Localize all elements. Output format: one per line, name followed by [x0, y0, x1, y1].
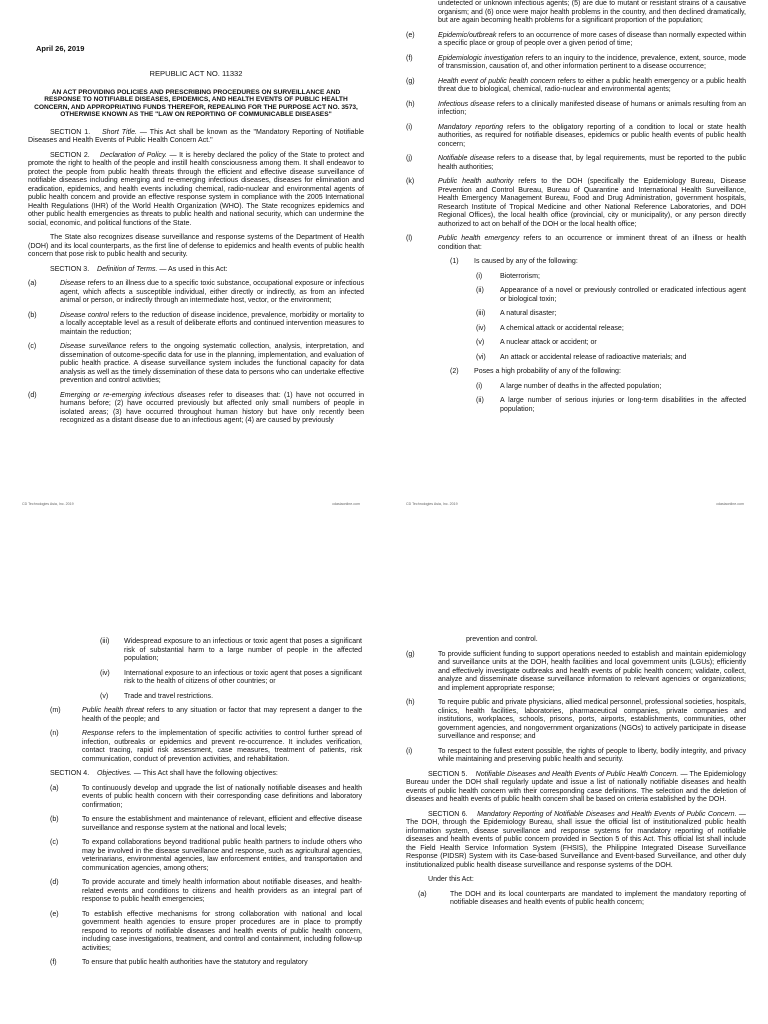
- definition-d: (d) Emerging or re-emerging infectious diseases refer to diseases that: (1) have not occurred in humans before; (2) have occurred previously but affected only small numbers of people in isolated areas; (3) have occurred throughout human history but have only recently been recognized as a distant disease due to an infectious agent; (4) are caused by previously: [28, 391, 364, 425]
- objective-e: (e) To establish effective mechanisms for strong collaboration with national and local government health agencies to ensure proper procedures are in place to promptly respond to reports of notifiable diseases and health events of public health concern, including case investigations, treatment, and control and containment, including follow-up activities;: [50, 910, 362, 952]
- definition-a: (a) Disease refers to an illness due to a specific toxic substance, occupational exposure or infectious agent, which affects a susceptible individual, either directly or indirectly, as from an infected animal or person, or indirectly through an intermediate host, vector, or the environment;: [28, 280, 364, 305]
- definition-b: (b) Disease control refers to the reduction of disease incidence, prevalence, morbidity or mortality to a locally acceptable level as a result of deliberate efforts and continued intervention measures to maintain the reduction;: [28, 311, 364, 336]
- objective-f: (f) To ensure that public health authorities have the statutory and regulatory: [50, 959, 308, 966]
- definition-l-2-iii: (iii) Widespread exposure to an infectious or toxic agent that poses a significant risk of substantial harm to a large number of people in the affected population;: [100, 638, 362, 662]
- section-2: SECTION 2. Declaration of Policy. — It is hereby declared the policy of the State to protect and promote the right to health of the people and instill health consciousness among them. It shall endeavor to protect the people from public health threats through the efficient and effective disease surveillance of notifiable diseases including emerging and re-emerging infectious diseases, diseases for elimination and eradication, epidemics, and health events including chemical, radio-nuclear and environmental agents of public health concern and provide an effective response system in compliance with the 2005 International Health Regulations (IHR) of the World Health Organization (WHO). The State recognizes epidemics and other public health emergencies as threats to public health and national security, which can undermine the social, economic, and political functions of the State.: [28, 151, 364, 227]
- definition-l-2-i: (i) A large number of deaths in the affected population;: [476, 382, 662, 390]
- definition-l-1-i: (i) Bioterrorism;: [476, 272, 540, 280]
- page-4: [384, 512, 768, 1024]
- definition-l-2-iv: (iv) International exposure to an infectious or toxic agent that poses a significant risk to the health of citizens of other countries; or: [100, 669, 362, 685]
- definition-l-1-iv: (iv) A chemical attack or accidental release;: [476, 324, 624, 332]
- objective-i: (i) To respect to the fullest extent possible, the rights of people to liberty, bodily integrity, and privacy while maintaining and preserving public health and security.: [406, 747, 746, 763]
- definition-g: (g) Health event of public health concern refers to either a public health emergency or a public health threat due to biological, chemical, radio-nuclear and environmental agents;: [406, 77, 746, 93]
- act-title: AN ACT PROVIDING POLICIES AND PRESCRIBING PROCEDURES ON SURVEILLANCE AND RESPONSE TO NOTIFIABLE DISEASES, EPIDEMICS, AND HEALTH EVENTS OF PUBLIC HEALTH CONCERN, AND APPROPRIATING FUNDS THEREFOR, REPEALING FOR THE PURPOSE ACT NO. 3573, OTHERWISE KNOWN AS THE "LAW ON REPORTING OF COMMUNICABLE DISEASES": [34, 88, 358, 119]
- objective-c: (c) To expand collaborations beyond traditional public health partners to include others who may be involved in the disease surveillance and response, such as agricultural agencies, veterinarians, environmental agencies, law enforcement entities, and transportation and communication agencies, among others;: [50, 839, 362, 872]
- page-2: [384, 0, 768, 512]
- definition-d-continued: undetected or unknown infectious agents; (5) are due to mutant or resistant strains of a causative organism; and (6) once were major health problems in the country, and then declined dramatically, but are again becoming health problems for a significant proportion of the population;: [438, 0, 746, 24]
- definition-n: (n) Response refers to the implementation of specific activities to control further spread of infection, outbreaks or epidemics and prevent re-occurrence. It includes verification, contact tracing, rapid risk assessment, case measures, treatment of patients, risk communication, conduct of prevention activities, and rehabilitation.: [50, 730, 362, 763]
- section-5: SECTION 5. Notifiable Diseases and Health Events of Public Health Concern. — The Epidemiology Bureau under the DOH shall regularly update and issue a list of nationally notifiable diseases and health events of public health concern with their corresponding case definitions. The selection and the deletion of diseases and health events of public health concern shall be based on criteria established by the DOH.: [406, 770, 746, 803]
- section-2-para-2: The State also recognizes disease surveillance and response systems of the Department of Health (DOH) and its local counterparts, as the first line of defense to epidemics and health events of public health concern that pose risk to public health and security.: [28, 234, 364, 259]
- definition-m: (m) Public health threat refers to any situation or factor that may represent a danger to the health of the people; and: [50, 707, 362, 723]
- section-3: SECTION 3. Definition of Terms. — As used in this Act:: [50, 265, 228, 273]
- page-1: [0, 0, 384, 512]
- definition-l-1-vi: (vi) An attack or accidental release of radioactive materials; and: [476, 353, 687, 361]
- definition-h: (h) Infectious disease refers to a clinically manifested disease of humans or animals resulting from an infection;: [406, 100, 746, 116]
- definition-l-1-ii: (ii) Appearance of a novel or previously controlled or eradicated infectious agent or biological toxin;: [476, 287, 746, 303]
- act-number: REPUBLIC ACT NO. 11332: [149, 69, 243, 78]
- footer-website: cdasiaonline.com: [716, 502, 744, 506]
- mandate-a: (a) The DOH and its local counterparts are mandated to implement the mandatory reporting of notifiable diseases and health events of public health concern;: [418, 890, 746, 906]
- definition-l-1: (1) Is caused by any of the following:: [450, 258, 578, 265]
- definition-l: (l) Public health emergency refers to an occurrence or imminent threat of an illness or health condition that:: [406, 235, 746, 251]
- objective-a: (a) To continuously develop and upgrade the list of nationally notifiable diseases and health events of public health concern with their corresponding case definitions and laboratory confirmation;: [50, 784, 362, 809]
- section-4: SECTION 4. Objectives. — This Act shall have the following objectives:: [50, 770, 278, 777]
- page-1-text: [28, 44, 364, 432]
- definition-l-1-iii: (iii) A natural disaster;: [476, 310, 557, 317]
- footer-publisher: CD Technologies Asia, Inc. 2019: [406, 502, 458, 506]
- page-4-text: [406, 636, 746, 914]
- footer-publisher: CD Technologies Asia, Inc. 2019: [22, 502, 74, 506]
- objective-h: (h) To require public and private physicians, allied medical personnel, professional societies, hospitals, clinics, health facilities, laboratories, pharmaceutical companies, private companies and institutions, workplaces, schools, prisons, ports, airports, establishments, communities, other government agencies, and nongovernment organizations (NGOs) to actively participate in disease surveillance and response; and: [406, 699, 746, 740]
- definition-j: (j) Notifiable disease refers to a disease that, by legal requirements, must be reported to the public health authorities;: [406, 155, 746, 171]
- definition-l-2: (2) Poses a high probability of any of the following:: [450, 368, 621, 375]
- page-2-text: [406, 0, 746, 420]
- definition-l-1-v: (v) A nuclear attack or accident; or: [476, 339, 597, 346]
- definition-i: (i) Mandatory reporting refers to the obligatory reporting of a condition to local or state health authorities, as required for notifiable diseases, epidemics or public health events of public health concern;: [406, 123, 746, 148]
- footer-website: cdasiaonline.com: [332, 502, 360, 506]
- definition-c: (c) Disease surveillance refers to the ongoing systematic collection, analysis, interpretation, and dissemination of outcome-specific data for use in the planning, implementation, and evaluation of public health practice. A disease surveillance system includes the functional capacity for data analysis as well as the timely dissemination of these data to persons who can undertake effective prevention and control activities;: [28, 343, 364, 385]
- objective-f-continued: prevention and control.: [466, 636, 538, 643]
- page-3-text: [50, 638, 362, 974]
- page-3: [0, 512, 384, 1024]
- objective-b: (b) To ensure the establishment and maintenance of relevant, efficient and effective disease surveillance and response system at the national and local levels;: [50, 816, 362, 832]
- definition-e: (e) Epidemic/outbreak refers to an occurrence of more cases of disease than normally expected within a specific place or group of people over a given period of time;: [406, 31, 746, 47]
- definition-l-2-ii: (ii) A large number of serious injuries or long-term disabilities in the affected population;: [476, 397, 746, 413]
- definition-f: (f) Epidemiologic investigation refers to an inquiry to the incidence, prevalence, extent, source, mode of transmission, causation of, and other information pertinent to a disease occurrence;: [406, 54, 746, 70]
- objective-g: (g) To provide sufficient funding to support operations needed to establish and maintain epidemiology and surveillance units at the DOH, health facilities and local government units (LGUs); efficiently and effectively investigate outbreaks and health events of public health concern; validate, collect, analyze and disseminate disease surveillance information to relevant agencies or organizations; and implement appropriate response;: [406, 650, 746, 692]
- document-date: April 26, 2019: [36, 44, 85, 53]
- objective-d: (d) To provide accurate and timely health information about notifiable diseases, and health-related events and conditions to citizens and health providers as an integral part of response to public health emergencies;: [50, 879, 362, 903]
- section-1: SECTION 1. Short Title. — This Act shall be known as the "Mandatory Reporting of Notifiable Diseases and Health Events of Public Health Concern Act.": [28, 128, 364, 145]
- section-6: SECTION 6. Mandatory Reporting of Notifiable Diseases and Health Events of Public Concern. — The DOH, through the Epidemiology Bureau, shall issue the official list of institutionalized public health information system, disease surveillance and response systems for mandatory reporting of notifiable diseases and health events of public concern provided in Section 5 of this Act. This official list shall include the Field Health Service Information System (FHSIS), the Philippine Integrated Disease Surveillance Response (PIDSR) System with its Case-based Surveillance and Event-based Surveillance, and other duly institutionalized public health disease surveillance and response systems of the DOH.: [406, 810, 746, 869]
- under-this-act: Under this Act:: [428, 876, 474, 883]
- definition-k: (k) Public health authority refers to the DOH (specifically the Epidemiology Bureau, Disease Prevention and Control Bureau, Bureau of Quarantine and International Health Surveillance, Health Emergency Management Bureau, Food and Drug Administration, government hospitals, Research Institute of Tropical Medicine and other National Reference Laboratories, and DOH Regional Offices), the local health office (provincial, city or municipality), or any person directly authorized to act on behalf of the DOH or the local health office;: [406, 178, 746, 228]
- definition-l-2-v: (v) Trade and travel restrictions.: [100, 692, 214, 700]
